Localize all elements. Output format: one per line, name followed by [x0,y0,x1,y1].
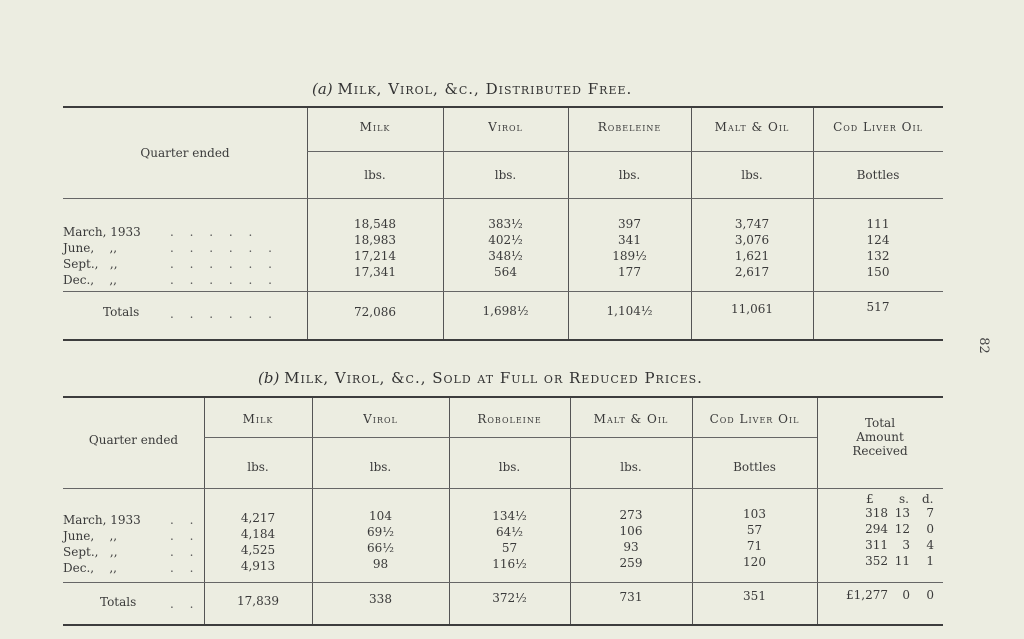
money-unit-shillings: s. [899,492,909,506]
table-b-bottom-rule [63,624,943,626]
value-cell: 17,214 [354,249,396,263]
value-cell: 4,217 [240,511,276,525]
table-a-title [312,80,632,98]
table-b-header-line [204,437,817,438]
leader-dots: . . [170,597,200,611]
value-cell: 116½ [492,557,527,571]
table-b-title [258,369,703,387]
quarter-label: March, 1933 [63,225,141,239]
quarter-label: Dec., ,, [63,561,117,575]
value-cell: 103 [743,507,766,521]
value-cell: 3,076 [734,233,770,247]
quarter-label: March, 1933 [63,513,141,527]
table-b-unit: lbs. [369,460,392,474]
value-cell: 18,548 [354,217,396,231]
table-a-title-text: Milk, Virol, &c., Distributed Free. [337,80,633,98]
value-cell: 564 [494,265,517,279]
table-b-totals-label: Totals [100,595,137,609]
table-b-total-malt-oil: 731 [619,590,643,604]
pence-cell: 1 [926,554,934,568]
quarter-label: June, ,, [63,241,118,255]
table-b-quarter-labels [63,512,141,576]
table-a-quarter-labels [63,224,141,288]
table-b-roboleine-values [449,508,570,572]
value-cell: 259 [619,556,643,570]
table-a-unit: lbs. [364,168,386,182]
table-b-total-cod-liver-oil: 351 [743,589,766,603]
value-cell: 64½ [496,525,523,539]
table-a-unit: lbs. [741,168,763,182]
table-b-total-virol: 338 [369,592,392,606]
value-cell: 341 [618,233,641,247]
value-cell: 1,621 [734,249,770,263]
table-b-malt-oil-values [570,507,692,571]
table-b-col-milk: Milk [242,412,274,426]
value-cell: 98 [372,557,389,571]
table-b-pounds-values [858,505,888,569]
table-a-total-robeleine: 1,104½ [606,304,653,318]
value-cell: 17,341 [354,265,396,279]
value-cell: 2,617 [734,265,770,279]
table-a-unit: lbs. [494,168,517,182]
table-b-virol-values [312,508,449,572]
table-b-unit: Bottles [733,460,776,474]
table-a-virol-values [443,216,568,280]
table-b-title-prefix: (b) [258,369,280,387]
table-a-unit: lbs. [618,168,641,182]
table-b-col-cod-liver-oil: Cod Liver Oil [709,412,800,426]
value-cell: 189½ [612,249,647,263]
value-cell: 57 [746,523,763,537]
table-a-total-milk: 72,086 [354,305,396,319]
page-number: 82 [976,337,992,354]
table-a-robeleine-values [568,216,691,280]
table-b-total-pence: 0 [926,588,934,602]
table-a-row-header: Quarter ended [140,146,230,160]
money-unit-pounds: £ [866,492,874,506]
pounds-cell: 352 [865,554,888,568]
value-cell: 134½ [492,509,527,523]
value-cell: 18,983 [354,233,396,247]
leader-dots: . . . . . . . . [170,513,200,575]
table-a-milk-values [307,216,443,280]
table-a-units-line [63,198,943,199]
table-a-col-malt-oil: Malt & Oil [714,120,790,134]
value-cell: 132 [866,249,890,263]
table-b-total-roboleine: 372½ [492,591,527,605]
value-cell: 150 [866,265,890,279]
table-b-total-shillings: 0 [902,588,910,602]
table-a-cod-liver-oil-values [813,216,943,280]
pence-cell: 7 [926,506,934,520]
table-a-total-cod-liver-oil: 517 [866,300,890,314]
value-cell: 4,913 [240,559,276,573]
shillings-cell: 12 [894,522,910,536]
table-b-col-malt-oil: Malt & Oil [593,412,669,426]
table-b-col-virol: Virol [363,412,398,426]
value-cell: 273 [619,508,643,522]
table-a-top-rule [63,106,943,108]
table-b-unit: lbs. [247,460,269,474]
leader-dots: . . . . . . [170,307,278,321]
value-cell: 4,184 [240,527,276,541]
table-a-total-malt-oil: 11,061 [731,302,773,316]
shillings-cell: 3 [902,538,910,552]
table-a-col-robeleine: Robeleine [597,120,662,134]
table-b-divider [817,398,818,624]
value-cell: 57 [501,541,518,555]
value-cell: 4,525 [240,543,276,557]
value-cell: 348½ [488,249,523,263]
value-cell: 93 [623,540,639,554]
value-cell: 66½ [367,541,394,555]
table-b-total-pounds: £1,277 [846,588,888,602]
table-a-unit: Bottles [856,168,900,182]
leader-dots: . . . . . . . . . . . . . . . . . . . . . . . [170,225,278,287]
quarter-label: Sept., ,, [63,545,118,559]
table-b-unit: lbs. [620,460,642,474]
pounds-cell: 294 [865,522,888,536]
pounds-cell: 318 [865,506,888,520]
table-a-bottom-rule [63,339,943,341]
table-b-row-header: Quarter ended [88,433,179,447]
value-cell: 402½ [488,233,523,247]
value-cell: 111 [866,217,890,231]
value-cell: 383½ [488,217,523,231]
value-cell: 397 [618,217,641,231]
table-a-header-line [307,151,943,152]
table-b-top-rule [63,396,943,398]
table-b-shillings-values [890,505,910,569]
table-b-title-text: Milk, Virol, &c., Sold at Full or Reduced Prices. [284,369,703,387]
table-b-unit: lbs. [498,460,521,474]
quarter-label: Sept., ,, [63,257,118,271]
shillings-cell: 13 [894,506,910,520]
table-a-title-prefix: (a) [312,80,333,98]
value-cell: 104 [369,509,392,523]
table-b-col-total-amount: Total Amount Received [852,416,908,458]
pounds-cell: 311 [865,538,888,552]
table-b-milk-values [204,510,312,574]
pence-cell: 4 [926,538,934,552]
table-b-total-milk: 17,839 [237,594,279,608]
table-a-col-cod-liver-oil: Cod Liver Oil [833,120,923,134]
table-a-col-virol: Virol [488,120,523,134]
value-cell: 69½ [367,525,394,539]
shillings-cell: 11 [894,554,910,568]
value-cell: 177 [618,265,641,279]
table-b-col-roboleine: Roboleine [477,412,542,426]
table-b-cod-liver-oil-values [692,506,817,570]
table-a-totals-line [63,291,943,292]
table-a-col-milk: Milk [359,120,391,134]
pence-cell: 0 [926,522,934,536]
quarter-label: June, ,, [63,529,118,543]
table-b-pence-values [918,505,934,569]
value-cell: 124 [866,233,890,247]
money-unit-pence: d. [922,492,934,506]
value-cell: 106 [619,524,643,538]
table-a-malt-oil-values [691,216,813,280]
table-b-totals-line [63,582,943,583]
quarter-label: Dec., ,, [63,273,117,287]
table-a-total-virol: 1,698½ [482,304,529,318]
value-cell: 3,747 [734,217,770,231]
table-b-units-line [63,488,943,489]
value-cell: 120 [743,555,766,569]
value-cell: 71 [746,539,763,553]
table-a-totals-label: Totals [103,305,140,319]
